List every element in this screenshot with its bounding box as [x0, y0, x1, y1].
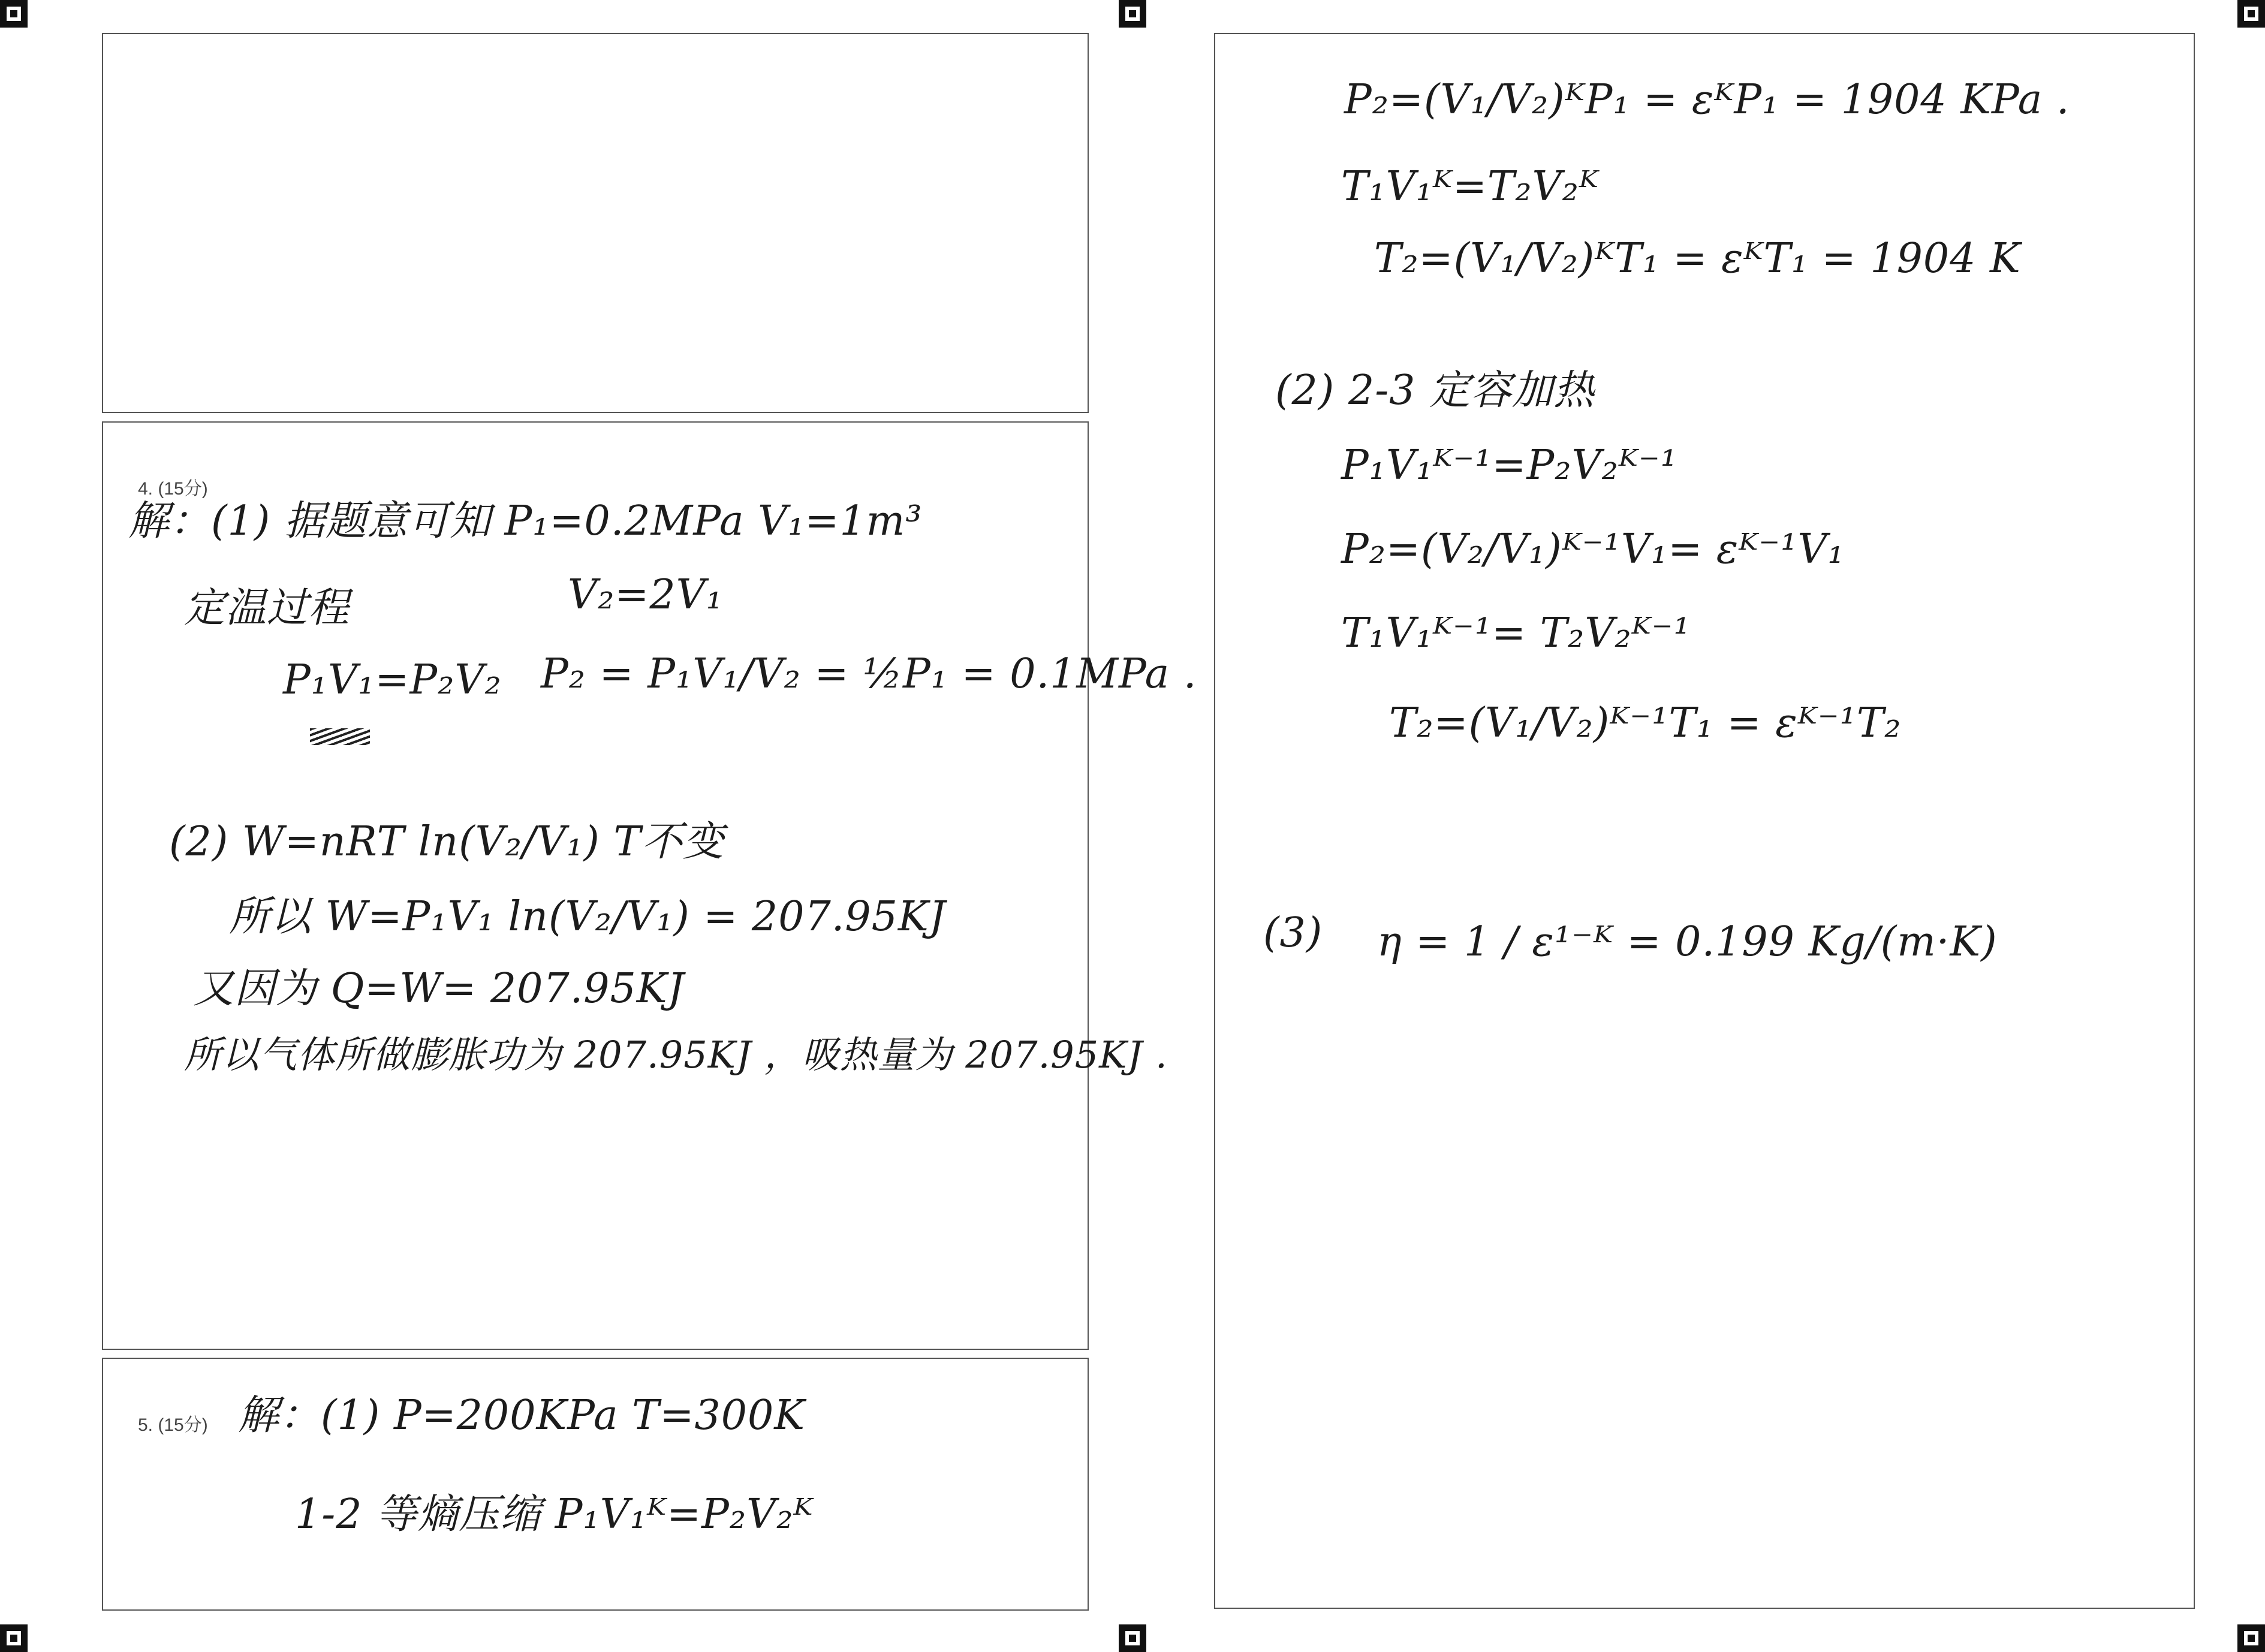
- handwritten-line: P₂ = P₁V₁/V₂ = ½P₁ = 0.1MPa .: [541, 650, 1197, 698]
- handwritten-line: P₁V₁ᴷ⁻¹=P₂V₂ᴷ⁻¹: [1341, 442, 1677, 489]
- registration-marker-bottom-center: [1119, 1624, 1146, 1652]
- handwritten-line: P₁V₁=P₂V₂: [283, 656, 502, 704]
- handwritten-line: P₂=(V₁/V₂)ᴷP₁ = εᴷP₁ = 1904 KPa .: [1344, 76, 2070, 123]
- registration-marker-top-right: [2237, 0, 2265, 28]
- handwritten-line: T₁V₁ᴷ⁻¹= T₂V₂ᴷ⁻¹: [1341, 610, 1691, 657]
- handwritten-line: 解：(1) 据题意可知 P₁=0.2MPa V₁=1m³: [128, 498, 923, 545]
- handwritten-line: (3): [1263, 909, 1323, 957]
- handwritten-line: T₁V₁ᴷ=T₂V₂ᴷ: [1341, 163, 1599, 210]
- handwritten-line: η = 1 / ε¹⁻ᴷ = 0.199 Kg/(m·K): [1377, 918, 1998, 966]
- handwritten-line: (2) 2-3 定容加热: [1275, 367, 1595, 414]
- registration-marker-bottom-left: [0, 1624, 28, 1652]
- answer-box-q5: [102, 1358, 1089, 1611]
- handwritten-line: V₂=2V₁: [568, 571, 723, 619]
- handwritten-line: 解：(1) P=200KPa T=300K: [238, 1392, 806, 1439]
- question-label: 5. (15分): [138, 1415, 208, 1435]
- answer-box-previous: [102, 33, 1089, 413]
- handwritten-line: 1-2 等熵压缩 P₁V₁ᴷ=P₂V₂ᴷ: [295, 1491, 814, 1538]
- handwritten-line: T₂=(V₁/V₂)ᴷT₁ = εᴷT₁ = 1904 K: [1374, 235, 2021, 282]
- handwritten-line: 又因为 Q=W= 207.95KJ: [193, 965, 685, 1012]
- handwritten-line: T₂=(V₁/V₂)ᴷ⁻¹T₁ = εᴷ⁻¹T₂: [1389, 700, 1902, 747]
- handwritten-line: P₂=(V₂/V₁)ᴷ⁻¹V₁= εᴷ⁻¹V₁: [1341, 526, 1845, 573]
- handwritten-line: 所以 W=P₁V₁ ln(V₂/V₁) = 207.95KJ: [229, 893, 946, 940]
- registration-marker-top-left: [0, 0, 28, 28]
- crossed-out-scribble: [310, 728, 370, 745]
- question-label: 4. (15分): [138, 479, 208, 499]
- answer-box-q4: [102, 421, 1197, 1350]
- registration-marker-top-center: [1119, 0, 1146, 28]
- answer-box-q5-continued: [1214, 33, 2195, 1609]
- registration-marker-bottom-right: [2237, 1624, 2265, 1652]
- handwritten-line: 定温过程: [184, 584, 350, 632]
- handwritten-line: (2) W=nRT ln(V₂/V₁) T不变: [169, 818, 724, 866]
- handwritten-line: 所以气体所做膨胀功为 207.95KJ ，吸热量为 207.95KJ .: [184, 1033, 1168, 1077]
